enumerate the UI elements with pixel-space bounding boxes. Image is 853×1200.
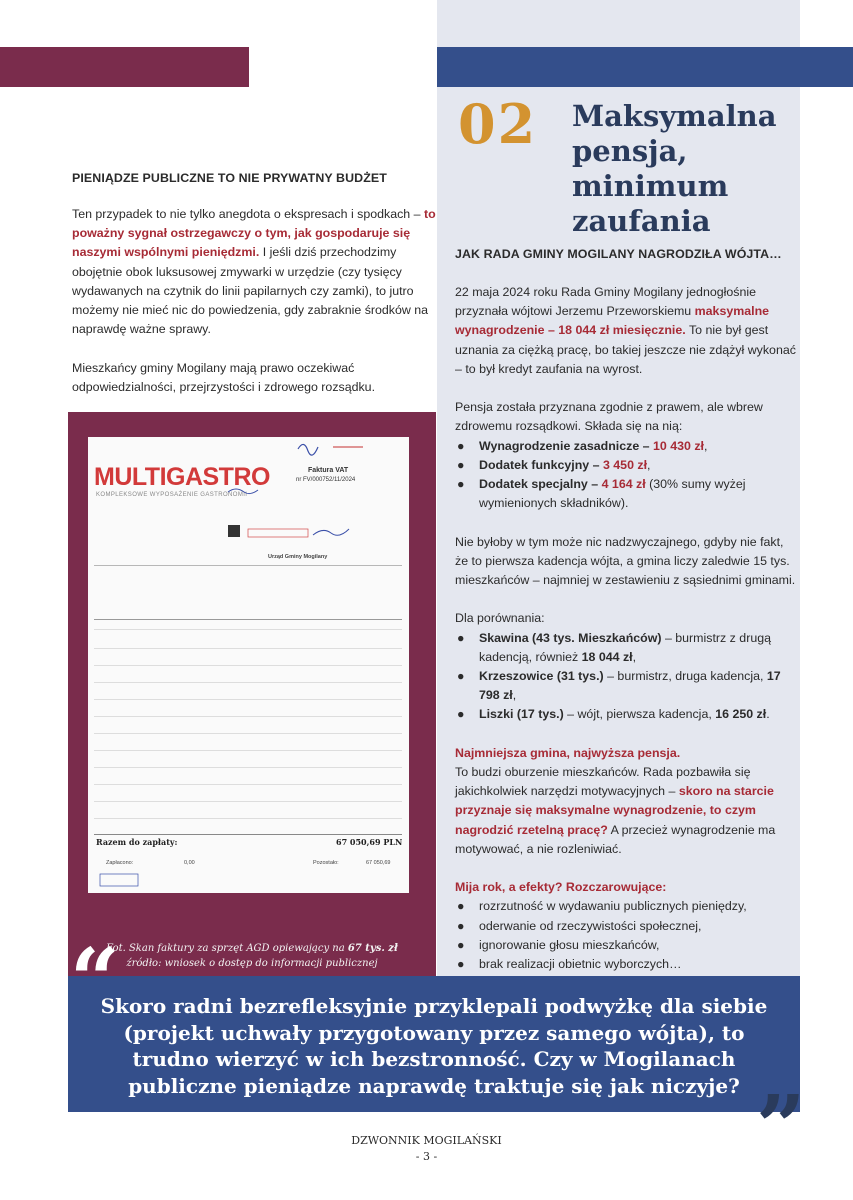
left-paragraph-1	[72, 205, 438, 339]
left-paragraph-2: Mieszkańcy gminy Mogilany mają prawo oczekiwać odpowiedzialności, przejrzystości i zdrowego rozsądku.	[72, 360, 376, 394]
bullet-icon: ●	[457, 937, 465, 952]
invoice-due-value: 67 050,69	[366, 860, 391, 866]
salary-item: ● Dodatek specjalny – 4 164 zł (30% sumy wyżej wymienionych składników).	[457, 477, 746, 511]
invoice-total-value: 67 050,69 PLN	[336, 837, 403, 847]
caption-line-2: źródło: wniosek o dostęp do informacji publicznej	[126, 958, 378, 969]
bullet-icon: ●	[457, 957, 465, 972]
bullet-icon: ●	[457, 918, 465, 933]
effect-item: ● rozrzutność w wydawaniu publicznych pieniędzy,	[455, 897, 800, 916]
effect-item: ● ignorowanie głosu mieszkańców,	[455, 936, 800, 955]
right-paragraph-3: Nie byłoby w tym może nic nadzwyczajnego, gdyby nie fakt, że to pierwsza kadencja wójta, a gmina liczy zaledwie 15 tys. mieszkańców – najmniej w zestawieniu z sąsiednimi gminami.	[455, 534, 796, 588]
caption-line-1: Fot. Skan faktury za sprzęt AGD opiewający na 67 tys. zł	[106, 943, 398, 954]
invoice-buyer: Urząd Gminy Mogilany	[268, 554, 328, 560]
bullet-icon: ●	[457, 899, 465, 914]
left-p1-highlight: to poważny sygnał ostrzegawczy o tym, jak gospodaruje się naszymi wspólnymi pieniędzmi.	[72, 207, 436, 260]
right-p1-text: 22 maja 2024 roku Rada Gminy Mogilany jednogłośnie przyznała wójtowi Jerzemu Przeworskiemu	[455, 285, 756, 319]
bullet-icon: ●	[457, 707, 465, 722]
left-p1-text: Ten przypadek to nie tylko anegdota o ekspresach i spodkach –	[72, 207, 421, 221]
comparison-item: ● Skawina (43 tys. Mieszkańców) – burmistrz z drugą kadencją, również 18 044 zł,	[457, 630, 771, 664]
publication-name: DZWONNIK MOGILAŃSKI	[351, 1134, 502, 1147]
effect-item: ● brak realizacji obietnic wyborczych…	[455, 955, 800, 974]
right-paragraph-4-heading: Najmniejsza gmina, najwyższa pensja.	[455, 745, 681, 760]
right-paragraph-2: Pensja została przyznana zgodnie z prawem, ale wbrew zdrowemu rozsądkowi. Składa się na nią:	[455, 400, 763, 434]
right-paragraph-4: To budzi oburzenie mieszkańców. Rada pozbawiła się jakichkolwiek narzędzi motywacyjnych – skoro na starcie przyznaje się maksymalne wynagrodzenie, to czym nagrodzić rzetelną pracę? A przecież wynagrodzenie ma motywować, a nie rozleniwiać.	[455, 765, 776, 856]
invoice-logo: MULTIGASTRO	[94, 463, 270, 491]
invoice-total-label: Razem do zapłaty:	[96, 837, 178, 847]
quote-close-icon: ”	[756, 1077, 806, 1178]
comparison-list	[455, 629, 800, 725]
quote-open-icon: “	[70, 930, 120, 1031]
invoice-doc-title: Faktura VAT	[308, 467, 349, 474]
right-paragraph-5-heading: Mija rok, a efekty? Rozczarowujące:	[455, 880, 667, 895]
salary-item: ● Wynagrodzenie zasadnicze – 10 430 zł,	[455, 437, 800, 456]
decorative-bar-right	[437, 47, 853, 87]
right-body	[455, 283, 800, 974]
invoice-scan-image	[88, 437, 409, 893]
left-body	[72, 205, 438, 397]
bullet-icon: ●	[457, 477, 465, 492]
section-number: 02	[458, 92, 538, 156]
effect-item: ● oderwanie od rzeczywistości społecznej,	[455, 917, 800, 936]
section-subheading: JAK RADA GMINY MOGILANY NAGRODZIŁA WÓJTA…	[455, 247, 782, 261]
photo-caption	[68, 941, 436, 971]
comparison-item: ● Liszki (17 tys.) – wójt, pierwsza kadencja, 16 250 zł.	[455, 705, 800, 724]
invoice-paid-value: 0,00	[184, 860, 195, 866]
bullet-icon: ●	[457, 669, 465, 684]
right-paragraph-1	[455, 283, 800, 379]
invoice-due-label: Pozostało:	[313, 860, 339, 866]
comparison-item: ● Krzeszowice (31 tys.) – burmistrz, druga kadencja, 17 798 zł,	[457, 669, 781, 703]
invoice-paid-label: Zapłacono:	[106, 860, 134, 866]
left-p1-continuation: I jeśli dziś przechodzimy obojętnie obok luksusowej zmywarki w urzędzie (czy tysięcy wydawanych na czytnik do linii papilarnych czy zamki), to jutro możemy nie mieć nic do powiedzenia, gdy zabraknie środków na naprawdę ważne sprawy.	[72, 245, 429, 337]
salary-item: ● Dodatek funkcyjny – 3 450 zł,	[455, 456, 800, 475]
invoice-doc-number: nr FV/000752/11/2024	[296, 477, 356, 483]
pull-quote-text: Skoro radni bezrefleksyjnie przyklepali podwyżkę dla siebie (projekt uchwały przygotowany przez samego wójta), to trudno wierzyć w ich bezstronność. Czy w Mogilanach publiczne pieniądze naprawdę traktuje się jak niczyje?	[100, 994, 768, 1098]
page-footer	[0, 1133, 853, 1165]
bullet-icon: ●	[457, 438, 465, 453]
invoice-logo-tagline: KOMPLEKSOWE WYPOSAŻENIE GASTRONOMII	[96, 492, 248, 498]
left-heading: PIENIĄDZE PUBLICZNE TO NIE PRYWATNY BUDŻET	[72, 171, 387, 185]
right-p1-continuation: To nie był gest uznania za ciężką pracę, bo takiej jeszcze nie zdążył wykonać – to był kredyt zaufania na wyrost.	[455, 323, 796, 376]
compare-intro: Dla porównania:	[455, 611, 545, 626]
effects-list	[455, 897, 800, 974]
right-p4-highlight: skoro na starcie przyznaje się maksymalne wynagrodzenie, to czym nagrodzić rzetelną pracę?	[455, 784, 774, 837]
page-number: - 3 -	[415, 1150, 438, 1163]
section-title: Maksymalna pensja, minimum zaufania	[572, 99, 777, 238]
bullet-icon: ●	[457, 457, 465, 472]
bullet-icon: ●	[457, 630, 465, 645]
decorative-bar-left	[0, 47, 249, 87]
right-p1-highlight: maksymalne wynagrodzenie – 18 044 zł miesięcznie.	[455, 304, 770, 338]
salary-list	[455, 437, 800, 514]
